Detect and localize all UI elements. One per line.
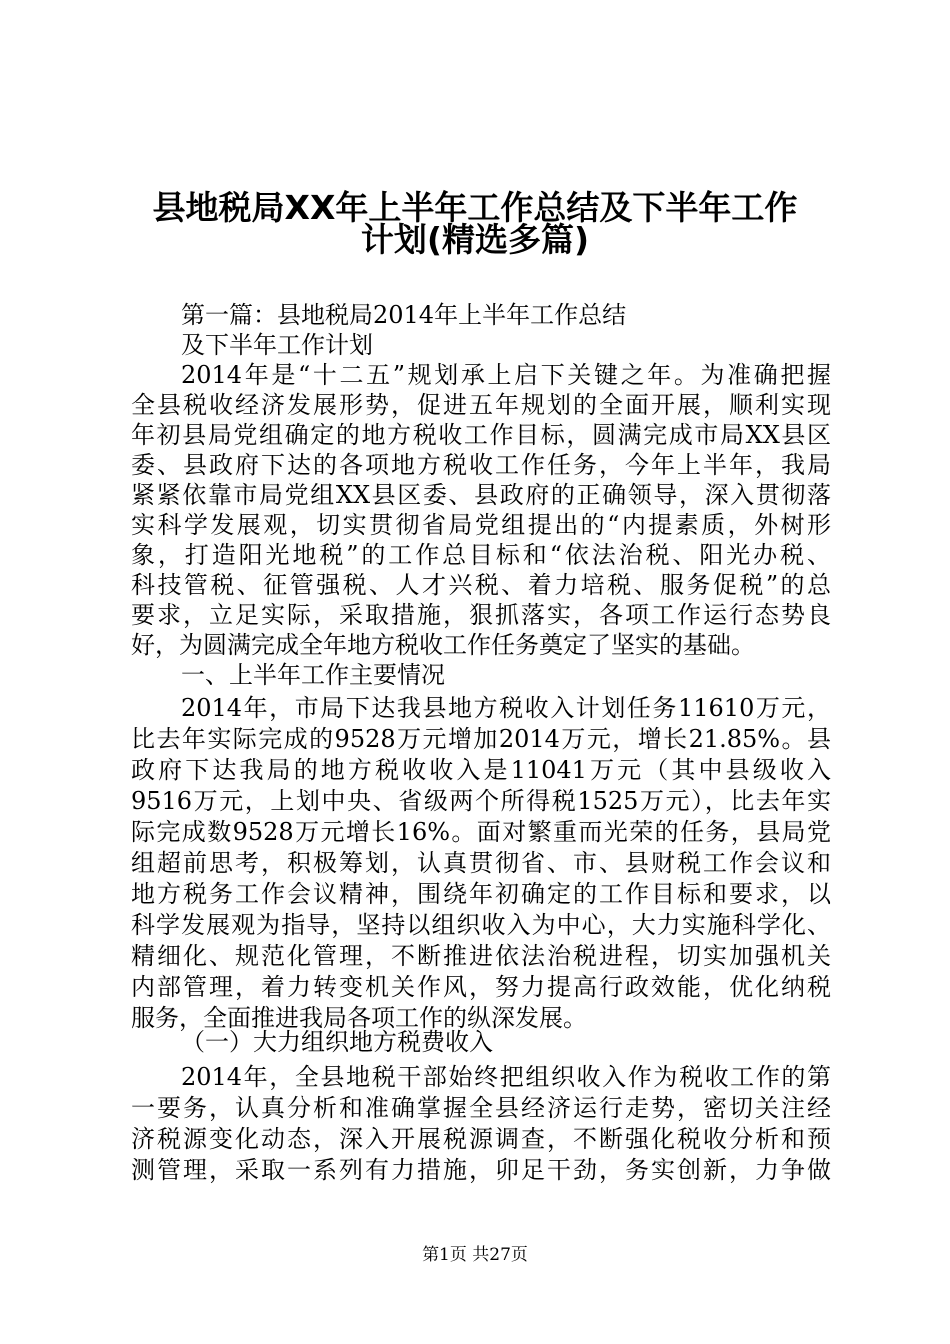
paragraph-2-line: 政府下达我局的地方税收收入是11041万元（其中县级收入: [131, 756, 831, 784]
paragraph-2-line: 9516万元，上划中央、省级两个所得税1525万元），比去年实: [131, 787, 831, 815]
paragraph-1-line: 实科学发展观，切实贯彻省局党组提出的“内提素质，外树形: [131, 511, 831, 539]
paragraph-3-line: 测管理，采取一系列有力措施，卯足干劲，务实创新，力争做: [131, 1156, 831, 1184]
paragraph-2-line: 地方税务工作会议精神，围绕年初确定的工作目标和要求，以: [131, 880, 831, 908]
section-title-line-1: 第一篇：县地税局2014年上半年工作总结: [181, 301, 627, 329]
paragraph-1-line: 委、县政府下达的各项地方税收工作任务，今年上半年，我局: [131, 451, 831, 479]
paragraph-2-line: 际完成数9528万元增长16%。面对繁重而光荣的任务，县局党: [131, 818, 831, 846]
paragraph-1-line: 象，打造阳光地税”的工作总目标和“依法治税、阳光办税、: [131, 541, 831, 569]
paragraph-3-line: 济税源变化动态，深入开展税源调查，不断强化税收分析和预: [131, 1125, 831, 1153]
paragraph-1-line: 科技管税、征管强税、人才兴税、着力培税、服务促税”的总: [131, 571, 831, 599]
paragraph-2-line: 比去年实际完成的9528万元增加2014万元，增长21.85%。县: [131, 725, 831, 753]
paragraph-2-line: 内部管理，着力转变机关作风，努力提高行政效能，优化纳税: [131, 973, 831, 1001]
section-title-line-2: 及下半年工作计划: [181, 331, 373, 359]
document-title-line-1: 县地税局XX年上半年工作总结及下半年工作: [152, 188, 798, 227]
document-title-line-2: 计划(精选多篇): [360, 220, 590, 259]
paragraph-2-line: 科学发展观为指导，坚持以组织收入为中心，大力实施科学化、: [131, 911, 831, 939]
paragraph-3-line: 2014年，全县地税干部始终把组织收入作为税收工作的第: [181, 1063, 831, 1091]
paragraph-2-line: 组超前思考，积极筹划，认真贯彻省、市、县财税工作会议和: [131, 849, 831, 877]
heading-2: （一）大力组织地方税费收入: [181, 1028, 493, 1056]
paragraph-1-line: 要求，立足实际，采取措施，狠抓落实，各项工作运行态势良: [131, 601, 831, 629]
paragraph-1-line: 2014年是“十二五”规划承上启下关键之年。为准确把握: [181, 361, 831, 389]
page-footer: 第1页 共27页: [422, 1245, 528, 1265]
paragraph-3-line: 一要务，认真分析和准确掌握全县经济运行走势，密切关注经: [131, 1094, 831, 1122]
paragraph-2-line: 服务，全面推进我局各项工作的纵深发展。: [131, 1004, 587, 1032]
paragraph-1-line: 年初县局党组确定的地方税收工作目标，圆满完成市局XX县区: [131, 421, 831, 449]
heading-1: 一、上半年工作主要情况: [181, 661, 445, 689]
paragraph-2-line: 2014年，市局下达我县地方税收入计划任务11610万元，: [181, 694, 831, 722]
paragraph-1-line: 紧紧依靠市局党组XX县区委、县政府的正确领导，深入贯彻落: [131, 481, 831, 509]
paragraph-1-line: 全县税收经济发展形势，促进五年规划的全面开展，顺利实现: [131, 391, 831, 419]
paragraph-2-line: 精细化、规范化管理，不断推进依法治税进程，切实加强机关: [131, 942, 831, 970]
paragraph-1-line: 好，为圆满完成全年地方税收工作任务奠定了坚实的基础。: [131, 631, 755, 659]
